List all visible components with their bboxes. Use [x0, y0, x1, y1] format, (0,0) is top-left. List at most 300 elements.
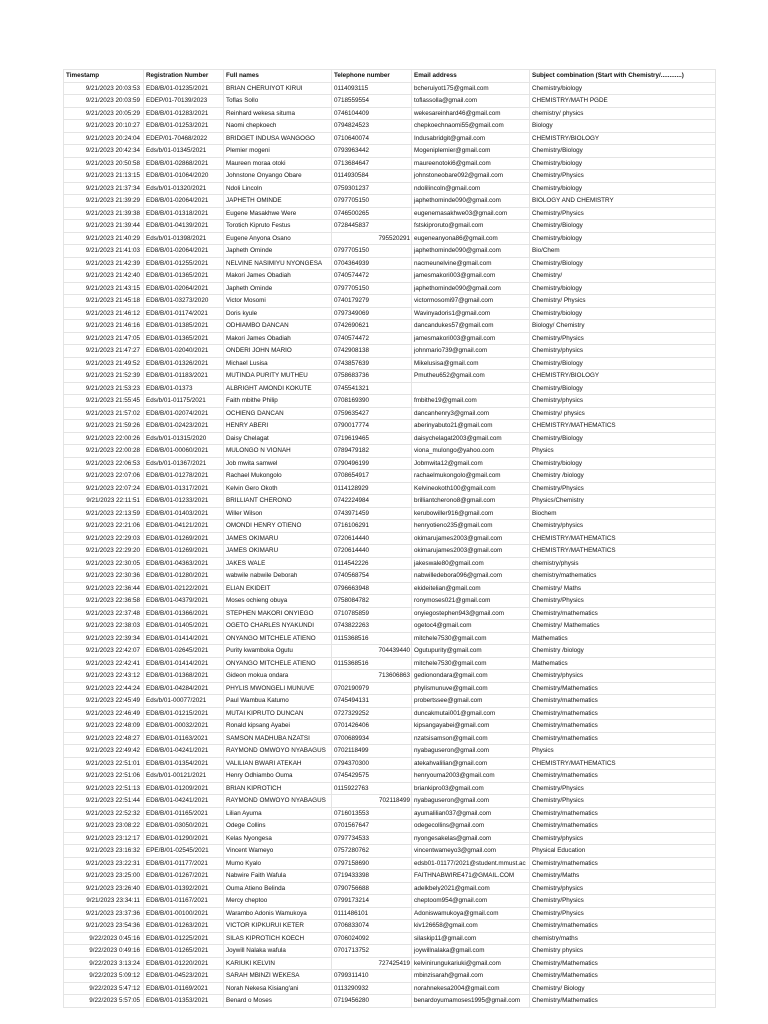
subject-cell: chemistry/physis: [530, 557, 716, 570]
subject-cell: Chemistry/Physics: [530, 170, 716, 183]
registration-number-cell: ED8/B/01-01353/2021: [144, 995, 224, 1008]
timestamp-cell: 9/21/2023 22:38:03: [64, 620, 144, 633]
telephone-cell: 0740568754: [332, 570, 412, 583]
email-cell: ogetoc4@gmail.com: [412, 620, 530, 633]
subject-cell: Chemistry/Mathematics: [530, 682, 716, 695]
subject-cell: BIOLOGY AND CHEMISTRY: [530, 195, 716, 208]
registration-number-cell: ED8/B/01-01235/2021: [144, 82, 224, 95]
registration-number-cell: ED8/B/01-04379/2021: [144, 595, 224, 608]
registration-number-cell: Eds/b/01-01367/2021: [144, 457, 224, 470]
full-name-cell: Mumo Kyalo: [224, 857, 332, 870]
registration-table: [63, 69, 716, 1008]
table-row: [64, 932, 716, 945]
table-row: [64, 970, 716, 983]
registration-number-cell: ED8/B/01-03273/2020: [144, 295, 224, 308]
timestamp-cell: 9/21/2023 23:25:00: [64, 870, 144, 883]
table-row: [64, 295, 716, 308]
telephone-cell: 0704364939: [332, 257, 412, 270]
registration-number-cell: ED8/B/01-02064/2021: [144, 195, 224, 208]
telephone-cell: 0740179279: [332, 295, 412, 308]
registration-number-cell: ED8/B/01-01064/2020: [144, 170, 224, 183]
telephone-cell: 0759301237: [332, 182, 412, 195]
registration-number-cell: ED8/B/01-01225/2021: [144, 932, 224, 945]
telephone-cell: 0789479182: [332, 445, 412, 458]
email-cell: toflassolla@gmail.com: [412, 95, 530, 108]
table-row: [64, 507, 716, 520]
full-name-cell: MULONGO N VIONAH: [224, 445, 332, 458]
telephone-cell: 0746104409: [332, 107, 412, 120]
full-name-cell: ODHIAMBO DANCAN: [224, 320, 332, 333]
subject-cell: Chemistry/ Biology: [530, 982, 716, 995]
registration-number-cell: ED8/B/01-01167/2021: [144, 895, 224, 908]
full-name-cell: STEPHEN MAKORI ONYIEGO: [224, 607, 332, 620]
subject-cell: Chemistry/biology: [530, 307, 716, 320]
timestamp-cell: 9/21/2023 21:46:16: [64, 320, 144, 333]
telephone-cell: 0743971459: [332, 507, 412, 520]
subject-cell: Chemistry/mathematics: [530, 732, 716, 745]
email-cell: fmbithe19@gmail.com: [412, 395, 530, 408]
telephone-cell: 0758683736: [332, 370, 412, 383]
timestamp-cell: 9/21/2023 22:36:44: [64, 582, 144, 595]
full-name-cell: Toflas Sollo: [224, 95, 332, 108]
registration-number-cell: ED8/B/01-01265/2021: [144, 945, 224, 958]
timestamp-cell: 9/21/2023 21:46:12: [64, 307, 144, 320]
telephone-cell: 0790017774: [332, 420, 412, 433]
table-row: [64, 207, 716, 220]
telephone-cell: 0115368516: [332, 632, 412, 645]
telephone-cell: 0111486101: [332, 907, 412, 920]
full-name-cell: PHYLIS MWONGELI MUNUVE: [224, 682, 332, 695]
timestamp-cell: 9/21/2023 21:39:38: [64, 207, 144, 220]
table-row: [64, 220, 716, 233]
subject-cell: Chemistry/Mathematics: [530, 957, 716, 970]
subject-cell: Chemistry/physics: [530, 832, 716, 845]
email-cell: ronymoses021@gmail.com: [412, 595, 530, 608]
registration-number-cell: EDEP/01-70468/2022: [144, 132, 224, 145]
telephone-cell: 0797705150: [332, 195, 412, 208]
email-cell: rachaelmukongolo@gmail.com: [412, 470, 530, 483]
full-name-cell: Makori James Obadiah: [224, 270, 332, 283]
subject-cell: Chemistry/physics: [530, 345, 716, 358]
registration-number-cell: ED8/B/01-00060/2021: [144, 445, 224, 458]
subject-cell: Chemistry/physics: [530, 395, 716, 408]
table-row: [64, 857, 716, 870]
email-cell: adelkbely2021@gmail.com: [412, 882, 530, 895]
timestamp-cell: 9/21/2023 23:26:40: [64, 882, 144, 895]
timestamp-cell: 9/21/2023 21:49:52: [64, 357, 144, 370]
table-row: [64, 807, 716, 820]
email-cell: victormosomi97@gmail.com: [412, 295, 530, 308]
table-row: [64, 582, 716, 595]
full-name-cell: OCHIENG DANCAN: [224, 407, 332, 420]
registration-number-cell: Eds/b/01-01315/2020: [144, 432, 224, 445]
telephone-cell: 727425419: [332, 957, 412, 970]
full-name-cell: Willer Wilson: [224, 507, 332, 520]
registration-number-cell: ED8/B/01-01165/2021: [144, 807, 224, 820]
full-name-cell: Moses ochieng obuya: [224, 595, 332, 608]
telephone-cell: 702118499: [332, 795, 412, 808]
timestamp-cell: 9/21/2023 23:16:32: [64, 845, 144, 858]
email-cell: kipsangayabei@gmail.com: [412, 720, 530, 733]
full-name-cell: JAPHETH OMINDE: [224, 195, 332, 208]
header-telephone-number: Telephone number: [332, 70, 412, 83]
timestamp-cell: 9/21/2023 21:55:45: [64, 395, 144, 408]
email-cell: nzatsisamson@gmail.com: [412, 732, 530, 745]
timestamp-cell: 9/21/2023 22:46:49: [64, 707, 144, 720]
email-cell: nyabaguseron@gmail.com: [412, 745, 530, 758]
subject-cell: CHEMISTRY/MATHEMATICS: [530, 757, 716, 770]
telephone-cell: 0797349069: [332, 307, 412, 320]
subject-cell: Chemistry/ Mathematics: [530, 620, 716, 633]
registration-number-cell: ED8/B/01-04241/2021: [144, 795, 224, 808]
email-cell: fstskiproruto@gmail.com: [412, 220, 530, 233]
email-cell: bcheruiyot175@gmail.com: [412, 82, 530, 95]
telephone-cell: 0745429575: [332, 770, 412, 783]
telephone-cell: 0114930584: [332, 170, 412, 183]
telephone-cell: 0716106291: [332, 520, 412, 533]
table-row: [64, 445, 716, 458]
telephone-cell: 0742224984: [332, 495, 412, 508]
full-name-cell: OGETO CHARLES NYAKUNDI: [224, 620, 332, 633]
registration-number-cell: ED8/B/01-04121/2021: [144, 520, 224, 533]
full-name-cell: SAMSON MADHUBA NZATSI: [224, 732, 332, 745]
subject-cell: Chemistry/mathematics: [530, 695, 716, 708]
telephone-cell: 0758084782: [332, 595, 412, 608]
subject-cell: CHEMISTRY/BIOLOGY: [530, 370, 716, 383]
table-row: [64, 482, 716, 495]
timestamp-cell: 9/21/2023 22:11:51: [64, 495, 144, 508]
table-row: [64, 557, 716, 570]
subject-cell: Chemistry/mathematics: [530, 857, 716, 870]
timestamp-cell: 9/21/2023 22:48:09: [64, 720, 144, 733]
email-cell: dancanhenry3@gmail.com: [412, 407, 530, 420]
subject-cell: Chemistry/Mathematics: [530, 995, 716, 1008]
telephone-cell: 0745541321: [332, 382, 412, 395]
email-cell: eugenemasakhwe03@gmail.com: [412, 207, 530, 220]
subject-cell: Biology: [530, 120, 716, 133]
timestamp-cell: 9/22/2023 5:47:12: [64, 982, 144, 995]
table-row: [64, 845, 716, 858]
subject-cell: Chemistry/Maths: [530, 870, 716, 883]
registration-number-cell: EPE/B/01-02545/2021: [144, 845, 224, 858]
subject-cell: Chemistry/mathematics: [530, 820, 716, 833]
registration-number-cell: ED8/B/01-01354/2021: [144, 757, 224, 770]
subject-cell: Chemistry/Physics: [530, 795, 716, 808]
full-name-cell: Henry Odhiambo Ouma: [224, 770, 332, 783]
registration-number-cell: ED8/B/01-01368/2021: [144, 670, 224, 683]
telephone-cell: 0742690621: [332, 320, 412, 333]
telephone-cell: 0740574472: [332, 332, 412, 345]
email-cell: okimarujames2003@gmail.com: [412, 532, 530, 545]
table-row: [64, 657, 716, 670]
timestamp-cell: 9/21/2023 22:07:06: [64, 470, 144, 483]
table-row: [64, 820, 716, 833]
registration-number-cell: ED8/B/01-02122/2021: [144, 582, 224, 595]
table-row: [64, 732, 716, 745]
timestamp-cell: 9/21/2023 21:39:44: [64, 220, 144, 233]
table-row: [64, 607, 716, 620]
full-name-cell: Gideon mokua ondara: [224, 670, 332, 683]
subject-cell: chemistry/mathematics: [530, 570, 716, 583]
registration-number-cell: ED8/B/01-01403/2021: [144, 507, 224, 520]
timestamp-cell: 9/21/2023 23:54:36: [64, 920, 144, 933]
full-name-cell: Ronald kipsang Ayabei: [224, 720, 332, 733]
table-row: [64, 770, 716, 783]
email-cell: Wavinyadoris1@gmail.com: [412, 307, 530, 320]
registration-number-cell: ED8/B/01-01414/2021: [144, 632, 224, 645]
timestamp-cell: 9/21/2023 22:29:03: [64, 532, 144, 545]
registration-number-cell: ED8/B/01-01317/2021: [144, 482, 224, 495]
subject-cell: Chemistry/Biology: [530, 145, 716, 158]
email-cell: odegecollins@gmail.com: [412, 820, 530, 833]
telephone-cell: 0799173214: [332, 895, 412, 908]
email-cell: nyabaguseron@gmail.com: [412, 795, 530, 808]
email-cell: edsb01-01177/2021@student.mmust.ac: [412, 857, 530, 870]
header-email-address: Email address: [412, 70, 530, 83]
timestamp-cell: 9/21/2023 22:07:24: [64, 482, 144, 495]
table-row: [64, 532, 716, 545]
email-cell: vincentwameyo3@gmail.com: [412, 845, 530, 858]
table-row: [64, 745, 716, 758]
subject-cell: Chemistry/physics: [530, 520, 716, 533]
table-row: [64, 757, 716, 770]
registration-number-cell: ED8/B/01-01183/2021: [144, 370, 224, 383]
table-row: [64, 432, 716, 445]
timestamp-cell: 9/21/2023 20:05:29: [64, 107, 144, 120]
full-name-cell: RAYMOND OMWOYO NYABAGUS: [224, 795, 332, 808]
registration-number-cell: ED8/B/01-01326/2021: [144, 357, 224, 370]
table-row: [64, 270, 716, 283]
telephone-cell: 0708654917: [332, 470, 412, 483]
email-cell: jamesmakori003@gmail.com: [412, 332, 530, 345]
table-row: [64, 107, 716, 120]
telephone-cell: 0797158690: [332, 857, 412, 870]
email-cell: aberinyabuto21@gmail.com: [412, 420, 530, 433]
table-row: [64, 120, 716, 133]
telephone-cell: 0700689934: [332, 732, 412, 745]
subject-cell: Chemistry/Physics: [530, 895, 716, 908]
table-row: [64, 307, 716, 320]
full-name-cell: RAYMOND OMWOYO NYABAGUS: [224, 745, 332, 758]
email-cell: nabwilledebora096@gmail.com: [412, 570, 530, 583]
table-row: [64, 145, 716, 158]
full-name-cell: Warambo Adonis Wamukoya: [224, 907, 332, 920]
full-name-cell: SARAH MBINZI WEKESA: [224, 970, 332, 983]
registration-number-cell: ED8/B/01-02645/2021: [144, 645, 224, 658]
telephone-cell: 0114542226: [332, 557, 412, 570]
full-name-cell: Rachael Mukongolo: [224, 470, 332, 483]
full-name-cell: wabwile nabwile Deborah: [224, 570, 332, 583]
timestamp-cell: 9/21/2023 21:45:18: [64, 295, 144, 308]
subject-cell: Chemistry/biology: [530, 282, 716, 295]
telephone-cell: 0746500265: [332, 207, 412, 220]
telephone-cell: 0702190979: [332, 682, 412, 695]
registration-number-cell: ED8/B/01-01318/2021: [144, 207, 224, 220]
telephone-cell: 0114128929: [332, 482, 412, 495]
subject-cell: Chemistry /biology: [530, 470, 716, 483]
subject-cell: Chemistry/biology: [530, 157, 716, 170]
registration-number-cell: ED8/B/01-00032/2021: [144, 720, 224, 733]
table-row: [64, 957, 716, 970]
registration-number-cell: ED8/B/01-01290/2021: [144, 832, 224, 845]
table-row: [64, 682, 716, 695]
subject-cell: Chemistry/Biology: [530, 220, 716, 233]
registration-number-cell: ED8/B/01-01365/2021: [144, 332, 224, 345]
email-cell: maureenotoki6@gmail.com: [412, 157, 530, 170]
email-cell: benardoyumamoses1995@gmail.com: [412, 995, 530, 1008]
subject-cell: Chemistry/Physics: [530, 782, 716, 795]
email-cell: japhethominde090@gmail.com: [412, 282, 530, 295]
timestamp-cell: 9/21/2023 22:37:48: [64, 607, 144, 620]
registration-number-cell: Eds/b/01-00077/2021: [144, 695, 224, 708]
timestamp-cell: 9/21/2023 22:51:01: [64, 757, 144, 770]
telephone-cell: 0713684647: [332, 157, 412, 170]
email-cell: joywillnalaka@gmail.com: [412, 945, 530, 958]
email-cell: Pmutheu652@gmail.com: [412, 370, 530, 383]
full-name-cell: Faith mbithe Philip: [224, 395, 332, 408]
full-name-cell: Victor Mosomi: [224, 295, 332, 308]
full-name-cell: BRIAN KIPROTICH: [224, 782, 332, 795]
email-cell: Kelvineokoth100@gmail.com: [412, 482, 530, 495]
registration-number-cell: ED8/B/01-01177/2021: [144, 857, 224, 870]
timestamp-cell: 9/21/2023 20:10:27: [64, 120, 144, 133]
timestamp-cell: 9/21/2023 21:53:23: [64, 382, 144, 395]
table-row: [64, 782, 716, 795]
full-name-cell: Eugene Masakhwe Were: [224, 207, 332, 220]
subject-cell: Chemistry/mathematics: [530, 770, 716, 783]
registration-number-cell: ED8/B/01-02868/2021: [144, 157, 224, 170]
timestamp-cell: 9/21/2023 22:51:13: [64, 782, 144, 795]
timestamp-cell: 9/21/2023 21:41:03: [64, 245, 144, 258]
timestamp-cell: 9/22/2023 5:09:12: [64, 970, 144, 983]
timestamp-cell: 9/21/2023 20:50:58: [64, 157, 144, 170]
table-row: [64, 595, 716, 608]
registration-number-cell: ED8/B/01-02040/2021: [144, 345, 224, 358]
subject-cell: Chemistry/Biology: [530, 357, 716, 370]
telephone-cell: 0706024092: [332, 932, 412, 945]
registration-number-cell: ED8/B/01-01209/2021: [144, 782, 224, 795]
email-cell: wekesareinhard46@gmail.com: [412, 107, 530, 120]
telephone-cell: 0790496199: [332, 457, 412, 470]
timestamp-cell: 9/21/2023 23:12:17: [64, 832, 144, 845]
subject-cell: Chemistry /biology: [530, 645, 716, 658]
registration-number-cell: ED8/B/01-02074/2021: [144, 407, 224, 420]
registration-number-cell: ED8/B/01-01283/2021: [144, 107, 224, 120]
full-name-cell: Eugene Anyona Osano: [224, 232, 332, 245]
email-cell: mbinzisarah@gmail.com: [412, 970, 530, 983]
timestamp-cell: 9/21/2023 22:42:41: [64, 657, 144, 670]
full-name-cell: Michael Lusisa: [224, 357, 332, 370]
full-name-cell: ELIAN EKIDEIT: [224, 582, 332, 595]
registration-number-cell: ED8/B/01-01253/2021: [144, 120, 224, 133]
registration-number-cell: Eds/b/01-01175/2021: [144, 395, 224, 408]
table-body: [64, 82, 716, 1007]
full-name-cell: MUTAI KIPRUTO DUNCAN: [224, 707, 332, 720]
email-cell: gedionondara@gmail.com: [412, 670, 530, 683]
subject-cell: Chemistry/Physics: [530, 207, 716, 220]
timestamp-cell: 9/21/2023 22:00:26: [64, 432, 144, 445]
registration-number-cell: ED8/B/01-04139/2021: [144, 220, 224, 233]
subject-cell: Chemistry/Physics: [530, 595, 716, 608]
table-row: [64, 382, 716, 395]
table-row: [64, 920, 716, 933]
registration-number-cell: ED8/B/01-01385/2021: [144, 320, 224, 333]
full-name-cell: Plemier mogeni: [224, 145, 332, 158]
table-row: [64, 870, 716, 883]
full-name-cell: Lilian Ayuma: [224, 807, 332, 820]
telephone-cell: 0718559554: [332, 95, 412, 108]
email-cell: kiv126658@gmail.com: [412, 920, 530, 933]
email-cell: jamesmakori003@gmail.com: [412, 270, 530, 283]
header-full-names: Full names: [224, 70, 332, 83]
timestamp-cell: 9/21/2023 22:29:20: [64, 545, 144, 558]
registration-number-cell: ED8/B/01-01365/2021: [144, 270, 224, 283]
subject-cell: Chemistry/ Maths: [530, 582, 716, 595]
table-row: [64, 282, 716, 295]
full-name-cell: Norah Nekesa Kisiang'ani: [224, 982, 332, 995]
full-name-cell: Joywill Nalaka wafula: [224, 945, 332, 958]
full-name-cell: MUTINDA PURITY MUTHEU: [224, 370, 332, 383]
table-row: [64, 570, 716, 583]
table-row: [64, 95, 716, 108]
table-row: [64, 395, 716, 408]
email-cell: phylismunuve@gmail.com: [412, 682, 530, 695]
registration-number-cell: ED8/B/01-04284/2021: [144, 682, 224, 695]
email-cell: nacmeunelvine@gmail.com: [412, 257, 530, 270]
subject-cell: Chemistry/ physics: [530, 407, 716, 420]
timestamp-cell: 9/21/2023 22:51:44: [64, 795, 144, 808]
email-cell: johnstoneobare092@gmail.com: [412, 170, 530, 183]
table-row: [64, 170, 716, 183]
subject-cell: Chemistry/Physics: [530, 482, 716, 495]
full-name-cell: VALILIAN BWARI ATEKAH: [224, 757, 332, 770]
registration-number-cell: ED8/B/01-01278/2021: [144, 470, 224, 483]
email-cell: kerubowiller916@gmail.com: [412, 507, 530, 520]
email-cell: nyongesakelas@gmail.com: [412, 832, 530, 845]
subject-cell: Biochem: [530, 507, 716, 520]
full-name-cell: JAMES OKIMARU: [224, 532, 332, 545]
registration-number-cell: Eds/b/01-00121/2021: [144, 770, 224, 783]
subject-cell: Chemistry/mathematics: [530, 707, 716, 720]
registration-number-cell: ED8/B/01-00100/2021: [144, 907, 224, 920]
telephone-cell: 0743857639: [332, 357, 412, 370]
telephone-cell: 0759635427: [332, 407, 412, 420]
table-row: [64, 370, 716, 383]
table-row: [64, 882, 716, 895]
email-cell: Jobmwita12@gmail.com: [412, 457, 530, 470]
table-row: [64, 795, 716, 808]
full-name-cell: Doris kyule: [224, 307, 332, 320]
full-name-cell: OMONDI HENRY OTIENO: [224, 520, 332, 533]
registration-number-cell: ED8/B/01-01267/2021: [144, 870, 224, 883]
email-cell: ekideitelian@gmail.com: [412, 582, 530, 595]
subject-cell: Chemistry/: [530, 270, 716, 283]
timestamp-cell: 9/21/2023 23:34:11: [64, 895, 144, 908]
registration-number-cell: ED8/B/01-01366/2021: [144, 607, 224, 620]
timestamp-cell: 9/21/2023 20:42:34: [64, 145, 144, 158]
full-name-cell: Purity kwamboka Ogutu: [224, 645, 332, 658]
telephone-cell: 0743822263: [332, 620, 412, 633]
subject-cell: Physics/Chemistry: [530, 495, 716, 508]
table-row: [64, 320, 716, 333]
subject-cell: Physics: [530, 745, 716, 758]
email-cell: mitchele7530@gmail.com: [412, 632, 530, 645]
full-name-cell: Johnstone Onyango Obare: [224, 170, 332, 183]
telephone-cell: 0727329252: [332, 707, 412, 720]
spreadsheet: [63, 69, 715, 1008]
header-row: [64, 70, 716, 83]
full-name-cell: JAKES WALE: [224, 557, 332, 570]
